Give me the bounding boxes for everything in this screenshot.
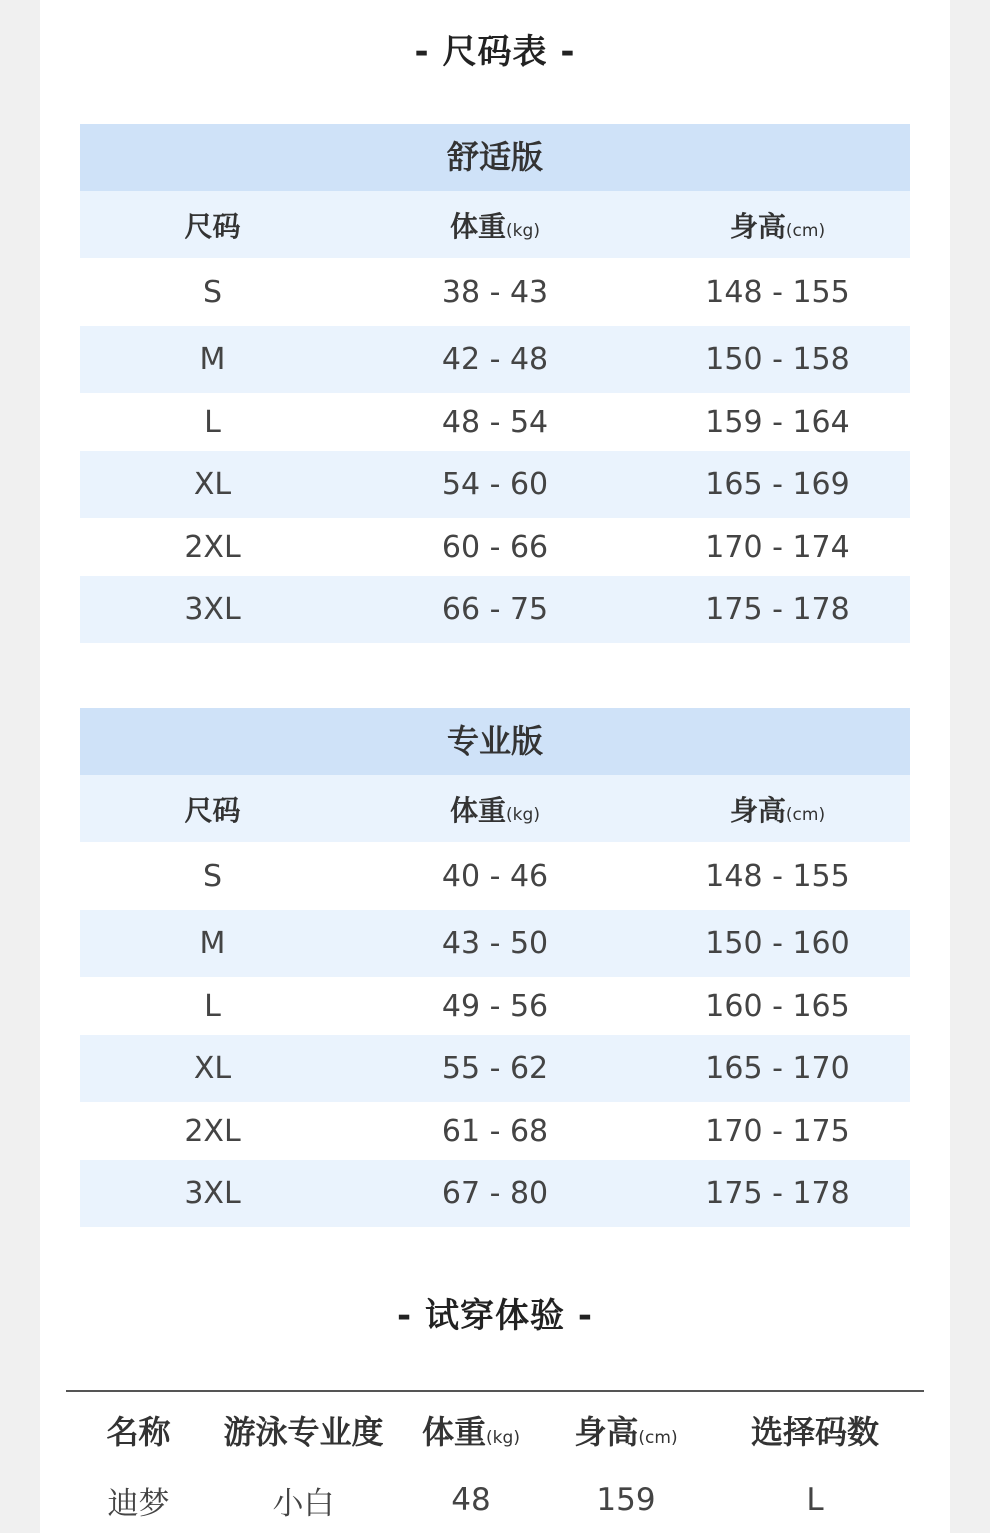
size-cell: XL: [193, 467, 232, 502]
table-row: [80, 393, 910, 451]
table-row: [80, 910, 910, 977]
height-cell: 148 - 155: [705, 858, 850, 894]
height-cell: 150 - 158: [705, 342, 850, 377]
header-size: 尺码: [184, 793, 241, 827]
trial-header-row: [66, 1404, 924, 1456]
table-row: [80, 326, 910, 393]
height-unit: (cm): [785, 220, 826, 241]
table-row: [80, 1035, 910, 1102]
header-level: 游泳专业度: [223, 1413, 384, 1451]
trial-height: 159: [596, 1482, 656, 1518]
weight-cell: 49 - 56: [441, 988, 549, 1024]
height-cell: 159 - 164: [705, 404, 850, 440]
size-cell: 3XL: [184, 592, 241, 627]
weight-cell: 66 - 75: [441, 592, 549, 627]
comfort-size-table: [80, 124, 910, 643]
table-row: [80, 1160, 910, 1227]
table-row: [80, 842, 910, 910]
header-weight: [345, 205, 645, 245]
height-cell: 175 - 178: [705, 1176, 850, 1211]
header-size: 尺码: [184, 209, 241, 243]
header-weight-label: 体重: [450, 209, 507, 243]
weight-cell: 55 - 62: [441, 1051, 549, 1086]
weight-cell: 67 - 80: [441, 1176, 549, 1211]
trial-title: - 试穿体验 -: [397, 1296, 593, 1336]
header-weight-label: 体重: [450, 793, 507, 827]
trial-name: 迪梦: [107, 1485, 170, 1522]
weight-cell: 61 - 68: [441, 1113, 549, 1149]
weight-unit: (kg): [506, 220, 540, 241]
table-title: 舒适版: [80, 124, 910, 191]
height-cell: 175 - 178: [705, 592, 850, 627]
size-chart-page: [40, 0, 950, 1533]
table-row: [80, 1102, 910, 1160]
height-unit: (cm): [785, 804, 826, 825]
size-cell: 3XL: [184, 1176, 241, 1211]
table-row: [80, 518, 910, 576]
table-row: [80, 451, 910, 518]
trial-level: 小白: [272, 1485, 335, 1522]
size-cell: L: [204, 988, 221, 1024]
weight-unit: (kg): [486, 1428, 520, 1448]
weight-cell: 60 - 66: [441, 529, 549, 565]
header-height: [645, 789, 910, 829]
weight-cell: 38 - 43: [441, 274, 549, 310]
height-cell: 165 - 170: [705, 1051, 850, 1086]
weight-unit: (kg): [506, 804, 540, 825]
size-cell: XL: [193, 1051, 232, 1086]
weight-cell: 43 - 50: [441, 926, 549, 961]
size-cell: L: [204, 404, 221, 440]
trial-row: [66, 1474, 924, 1526]
table-header-row: [80, 191, 910, 258]
height-cell: 160 - 165: [705, 988, 850, 1024]
weight-cell: 40 - 46: [441, 858, 549, 894]
header-weight: [396, 1407, 546, 1453]
size-cell: M: [199, 926, 226, 961]
table-row: [80, 977, 910, 1035]
page-title: - 尺码表 -: [414, 32, 576, 72]
header-height-label: 身高: [729, 209, 786, 243]
trial-size: L: [806, 1482, 824, 1518]
header-height: [546, 1407, 706, 1453]
weight-cell: 48 - 54: [441, 404, 549, 440]
header-name: 名称: [106, 1413, 171, 1451]
header-size: 选择码数: [750, 1413, 879, 1451]
size-cell: S: [202, 274, 223, 310]
height-cell: 170 - 175: [705, 1113, 850, 1149]
weight-cell: 54 - 60: [441, 467, 549, 502]
header-height-label: 身高: [729, 793, 786, 827]
table-row: [80, 258, 910, 326]
header-weight: [345, 789, 645, 829]
weight-cell: 42 - 48: [441, 342, 549, 377]
header-weight-label: 体重: [422, 1413, 487, 1451]
height-cell: 148 - 155: [705, 274, 850, 310]
size-cell: 2XL: [184, 529, 241, 565]
size-cell: M: [199, 342, 226, 377]
trial-weight: 48: [451, 1482, 491, 1518]
header-height-label: 身高: [574, 1413, 639, 1451]
divider: [66, 1390, 924, 1392]
size-cell: 2XL: [184, 1113, 241, 1149]
height-cell: 170 - 174: [705, 529, 850, 565]
table-row: [80, 576, 910, 643]
table-header-row: [80, 775, 910, 842]
size-cell: S: [202, 858, 223, 894]
height-unit: (cm): [638, 1428, 678, 1448]
table-title: 专业版: [80, 708, 910, 775]
height-cell: 165 - 169: [705, 467, 850, 502]
pro-size-table: [80, 708, 910, 1227]
header-height: [645, 205, 910, 245]
height-cell: 150 - 160: [705, 926, 850, 961]
